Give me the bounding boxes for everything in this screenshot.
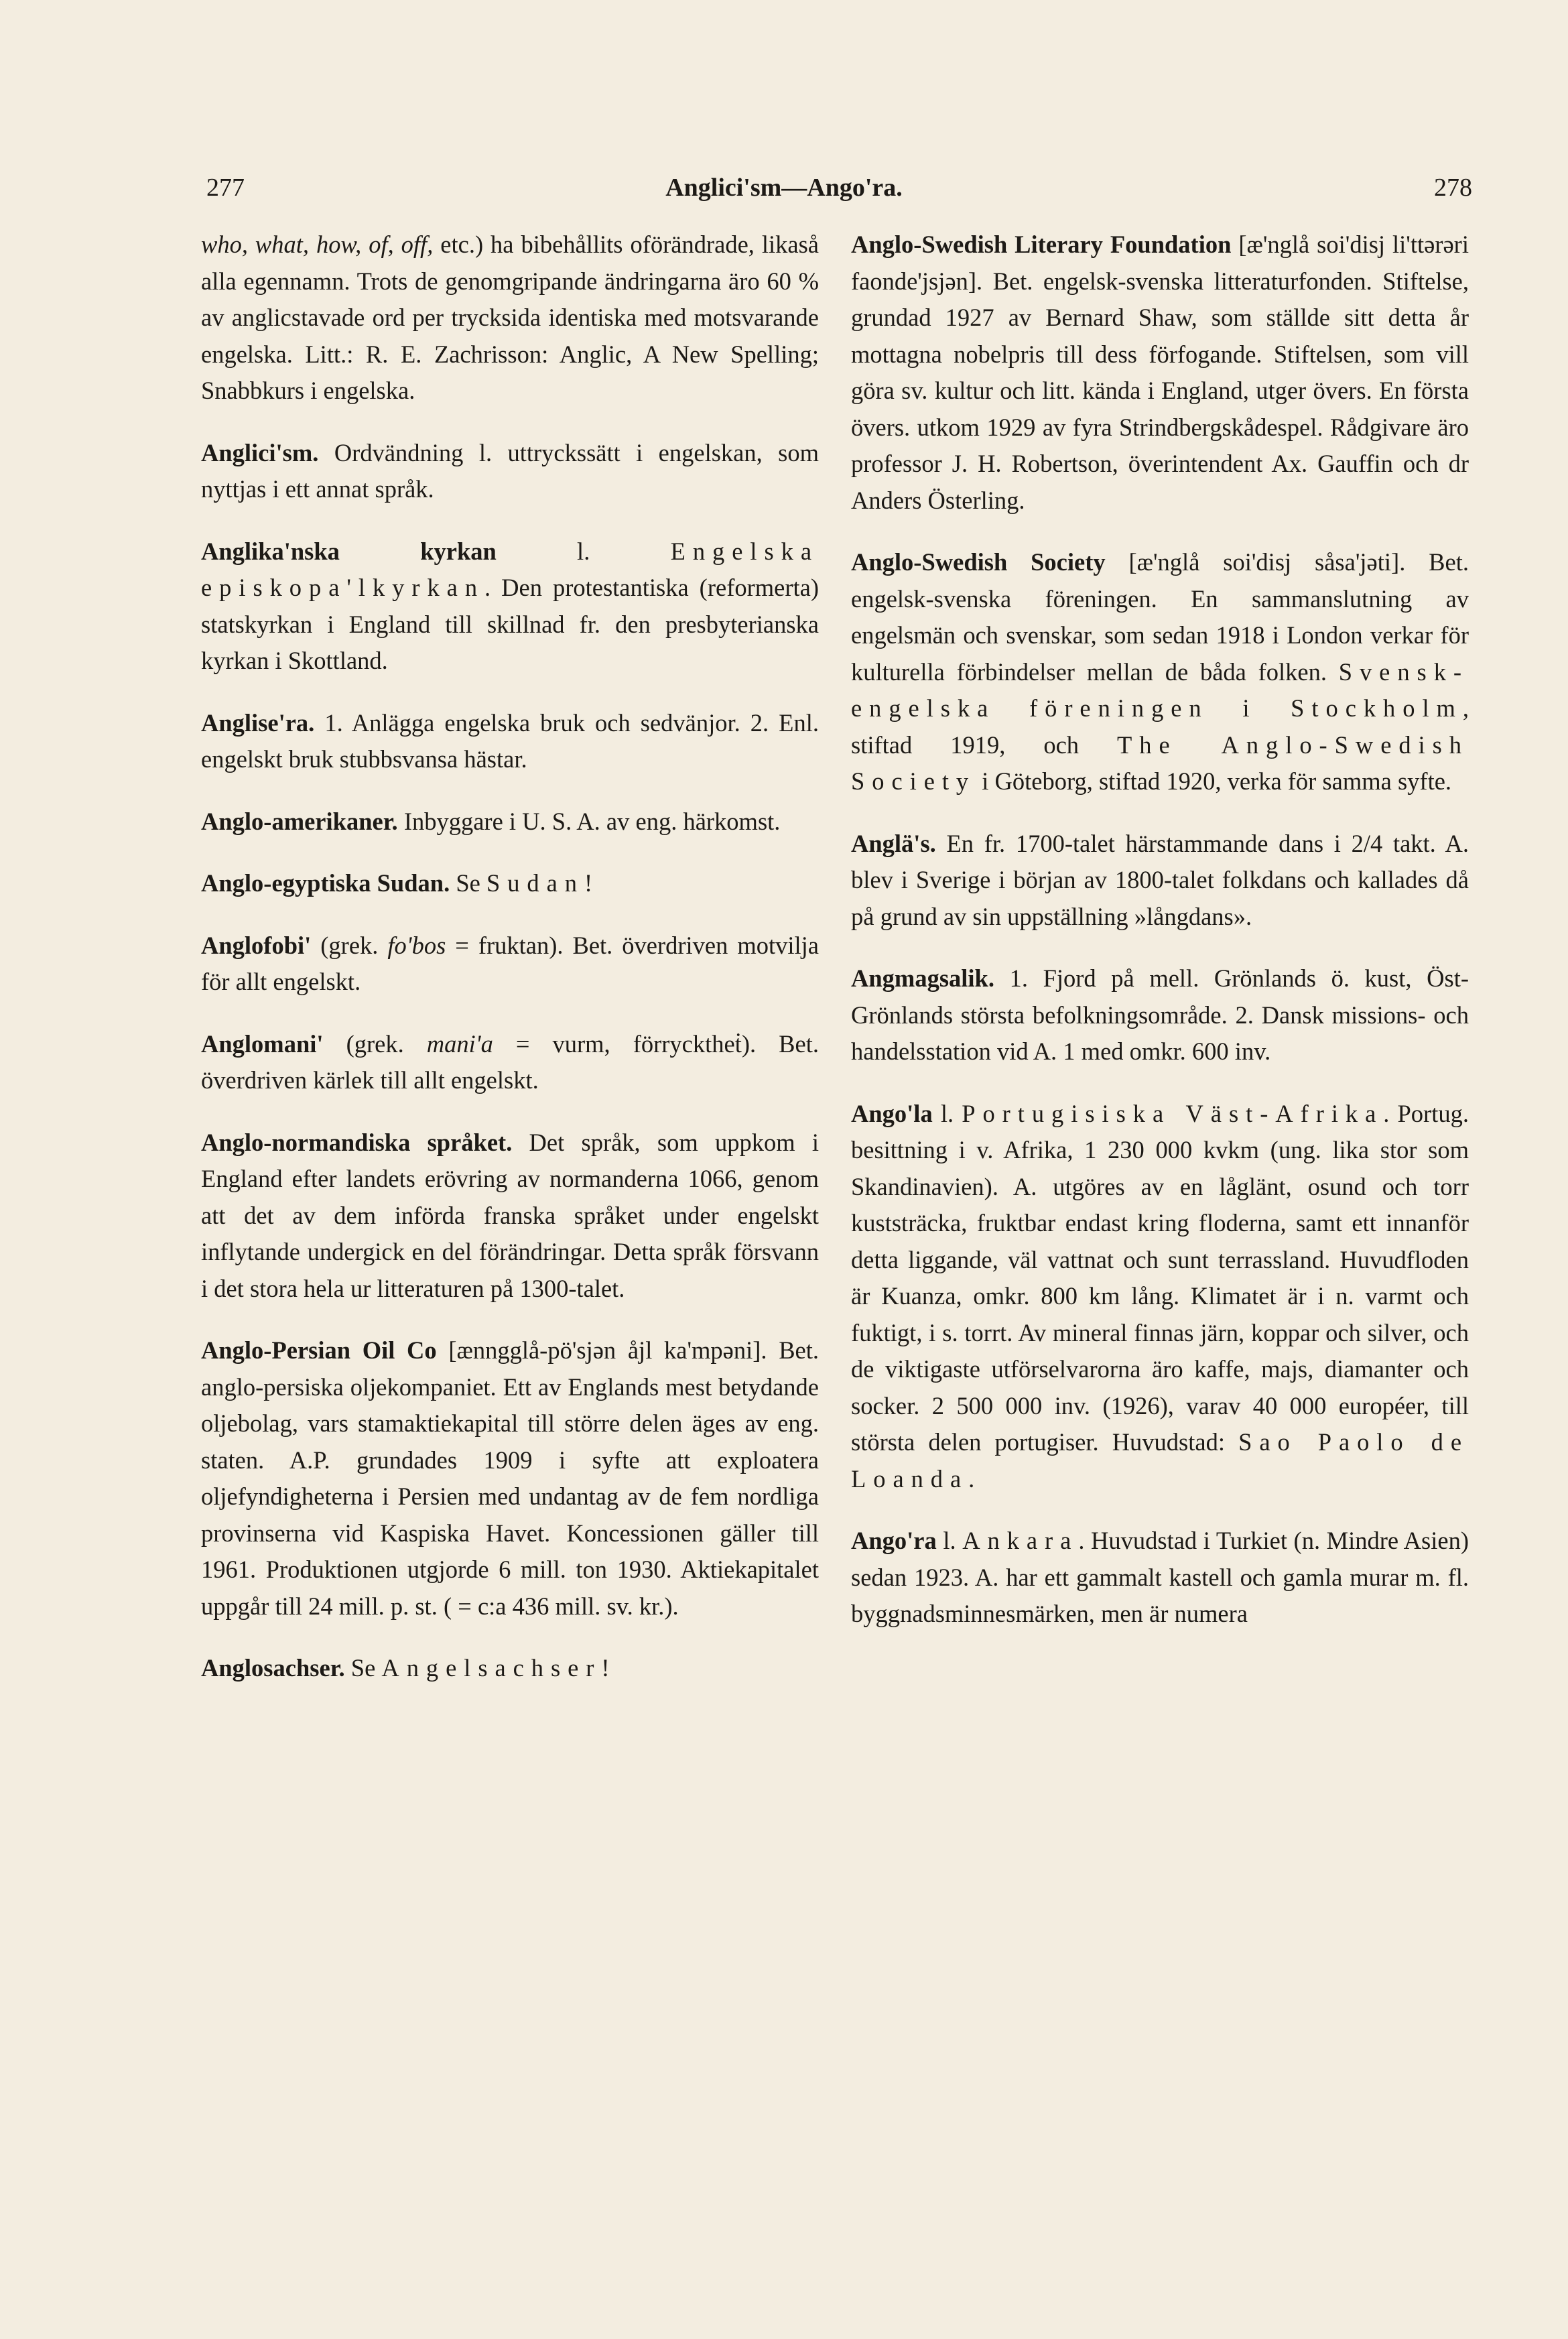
headword: Anglo-egyptiska Sudan. (201, 869, 450, 897)
definition-text: . Den protestantiska (reformerta) statskyrkan i England till skillnad fr. den presbyterianska kyrkan i Skottland. (201, 574, 819, 674)
spaced-term: Svensk-engelska föreningen i Stockholm (851, 657, 1469, 722)
spaced-term: Sao Paolo de Loanda (851, 1428, 1469, 1493)
dictionary-entry (201, 804, 819, 840)
entry-text (201, 804, 819, 840)
left-column (201, 227, 819, 1712)
dictionary-entry (851, 960, 1469, 1070)
headword: Anglo-Swedish Society (851, 548, 1106, 576)
entry-text (201, 1332, 819, 1625)
definition-text: ! (584, 869, 593, 897)
entry-text (201, 1650, 819, 1687)
spaced-term: Portugisiska Väst-Afrika (962, 1099, 1384, 1127)
headword: Anglomani' (201, 1029, 324, 1058)
definition-text: , stiftad 1919, och (851, 694, 1469, 759)
entry-text (201, 435, 819, 508)
entry-text (851, 1096, 1469, 1498)
spaced-term: Angelsachser (381, 1654, 602, 1682)
definition-text: (grek. (323, 1029, 427, 1058)
definition-text: l. (932, 1099, 962, 1127)
dictionary-entry (201, 1332, 819, 1625)
entry-text (201, 1125, 819, 1308)
dictionary-entry (851, 544, 1469, 800)
entry-text (851, 1523, 1469, 1633)
definition-text: Se (450, 869, 486, 897)
dictionary-entry (201, 1026, 819, 1099)
entry-text (201, 1026, 819, 1099)
headword: Ango'ra (851, 1527, 937, 1554)
dictionary-entry (201, 227, 819, 409)
definition-text: [æ'nglå soi'disj li'ttərəri faonde'jsjən]. Bet. engelsk-svenska litteraturfonden. Stiftelse, grundad 1927 av Bernard Shaw, som ställde sitt detta år mottagna nobelpris till dess förfogande. Stiftelsen, som vill göra sv. kultur och litt. kända i England, utger övers. En första övers. utkom 1929 av fyra Strindbergskådespel. Rådgivare äro professor J. H. Robertson, överintendent Ax. Gauffin och dr Anders Österling. (851, 231, 1469, 514)
definition-text: etc.) ha bibehållits oförändrade, likaså alla egennamn. Trots de genomgripande ändringarna äro 60 % av anglicstavade ord per trycksida identiska med motsvarande engelska. Litt.: R. E. Zachrisson: Anglic, A New Spelling; Snabbkurs i engelska. (201, 231, 819, 404)
definition-text: = fruktan). Bet. överdriven motvilja för allt engelskt. (201, 931, 819, 995)
dictionary-entry (201, 533, 819, 680)
definition-text: Det språk, som uppkom i England efter landets erövring av normanderna 1066, genom att det av dem införda franska språket under engelskt inflytande undergick en del förändringar. Detta språk försvann i det stora hela ur litteraturen på 1300-talet. (201, 1128, 819, 1302)
page-header (0, 173, 1568, 213)
definition-text: [ænngglå-pö'sjən åjl ka'mpəni]. Bet. anglo-persiska oljekompaniet. Ett av Englands mest betydande oljebolag, vars stamaktiekapital till större delen äges av eng. staten. A.P. grundades 1909 i syfte att exploatera oljefyndigheterna i Persien med undantag av de fem nordliga provinserna vid Kaspiska Havet. Koncessionen gäller till 1961. Produktionen utgjorde 6 mill. ton 1930. Aktiekapitalet uppgår till 24 mill. p. st. ( = c:a 436 mill. sv. kr.). (201, 1336, 820, 1620)
definition-text: [æ'nglå soi'disj såsa'jəti]. Bet. engelsk-svenska föreningen. En sammanslutning av engelsmän och svenskar, som sedan 1918 i London verkar för kulturella förbindelser mellan de båda folken. (851, 548, 1469, 686)
spaced-term: Sudan (486, 869, 584, 897)
definition-text: (grek. (311, 931, 388, 959)
entry-text (201, 533, 819, 680)
dictionary-entry (201, 705, 819, 778)
spaced-term: Ankara (962, 1527, 1079, 1554)
dictionary-entry (201, 928, 819, 1001)
entry-text (201, 865, 819, 902)
headword: Anglofobi' (201, 931, 312, 959)
dictionary-entry (851, 1523, 1469, 1633)
headword: Anglise'ra. (201, 708, 315, 737)
definition-text: . Huvudstad i Turkiet (n. Mindre Asien) sedan 1923. A. har ett gammalt kastell och gamla murar m. fl. byggnadsminnesmärken, men är numera (851, 1527, 1469, 1627)
headword: Anglä's. (851, 829, 936, 857)
definition-text: l. (496, 537, 671, 565)
definition-text: Inbyggare i U. S. A. av eng. härkomst. (397, 807, 781, 835)
definition-text: . Portug. besittning i v. Afrika, 1 230 000 kvkm (ung. lika stor som Skandinavien). A. utgöres av en låglänt, osund och torr kuststräcka, fruktbar endast kring floderna, samt ett innanför detta liggande, väl vattnat och sunt terrassland. Huvudfloden är Kuanza, omkr. 800 km lång. Klimatet är i n. varmt och fuktigt, i s. torrt. Av mineral finnas järn, koppar och silver, och de viktigaste utförselvarorna äro kaffe, majs, diamanter och socker. 2 500 000 inv. (1926), varav 40 000 européer, till största delen portugiser. Huvudstad: (851, 1099, 1469, 1456)
definition-text: Ordvändning l. uttryckssätt i engelskan, som nyttjas i ett annat språk. (201, 438, 819, 503)
dictionary-entry (851, 227, 1469, 519)
dictionary-entry (851, 1096, 1469, 1498)
entry-text (201, 705, 819, 778)
entry-text (851, 826, 1469, 936)
italic-text: fo'bos (387, 931, 446, 959)
definition-text: l. (936, 1527, 963, 1554)
headword: Anglici'sm. (201, 438, 319, 466)
left-page-number: 277 (206, 174, 245, 202)
running-head: Anglici'sm—Ango'ra. (665, 174, 903, 202)
entry-text (851, 960, 1469, 1070)
right-page-number: 278 (1434, 174, 1472, 202)
headword: Angmagsalik. (851, 964, 994, 992)
entry-text (201, 227, 819, 409)
headword: Anglo-Swedish Literary Foundation (851, 231, 1232, 258)
entry-text (851, 227, 1469, 519)
definition-text: 1. Fjord på mell. Grönlands ö. kust, Öst-Grönlands största befolkningsområde. 2. Dansk missions- och handelsstation vid A. 1 med omkr. 600 inv. (851, 964, 1469, 1065)
headword: Anglosachser. (201, 1654, 345, 1682)
headword: Anglika'nska kyrkan (201, 537, 497, 565)
dictionary-entry (201, 1125, 819, 1308)
right-column (851, 227, 1469, 1658)
headword: Anglo-amerikaner. (201, 807, 398, 835)
headword: Anglo-normandiska språket. (201, 1128, 513, 1156)
definition-text: ! (601, 1654, 610, 1682)
dictionary-entry (201, 865, 819, 902)
definition-text: En fr. 1700-talet härstammande dans i 2/4 takt. A. blev i Sverige i början av 1800-talet folkdans och kallades då på grund av sin uppställning »långdans». (851, 829, 1469, 930)
dictionary-entry (201, 435, 819, 508)
italic-text: who, what, how, of, off, (201, 231, 434, 258)
dictionary-entry (201, 1650, 819, 1687)
italic-text: mani'a (426, 1029, 493, 1058)
entry-text (851, 544, 1469, 800)
spaced-term: Engelska episkopa'lkyrkan (201, 537, 819, 601)
entry-text (201, 928, 819, 1001)
definition-text: = vurm, förrycktheṫ). Bet. överdriven kärlek till allt engelskt. (201, 1029, 819, 1094)
dictionary-entry (851, 826, 1469, 936)
definition-text: i Göteborg, stiftad 1920, verka för samma syfte. (976, 767, 1452, 795)
definition-text: 1. Anlägga engelska bruk och sedvänjor. 2. Enl. engelskt bruk stubbsvansa hästar. (201, 708, 819, 773)
spaced-term: The Anglo-Swedish Society (851, 731, 1469, 795)
definition-text: Se (344, 1654, 382, 1682)
definition-text: . (968, 1464, 975, 1493)
headword: Anglo-Persian Oil Co (201, 1336, 437, 1364)
headword: Ango'la (851, 1099, 933, 1127)
